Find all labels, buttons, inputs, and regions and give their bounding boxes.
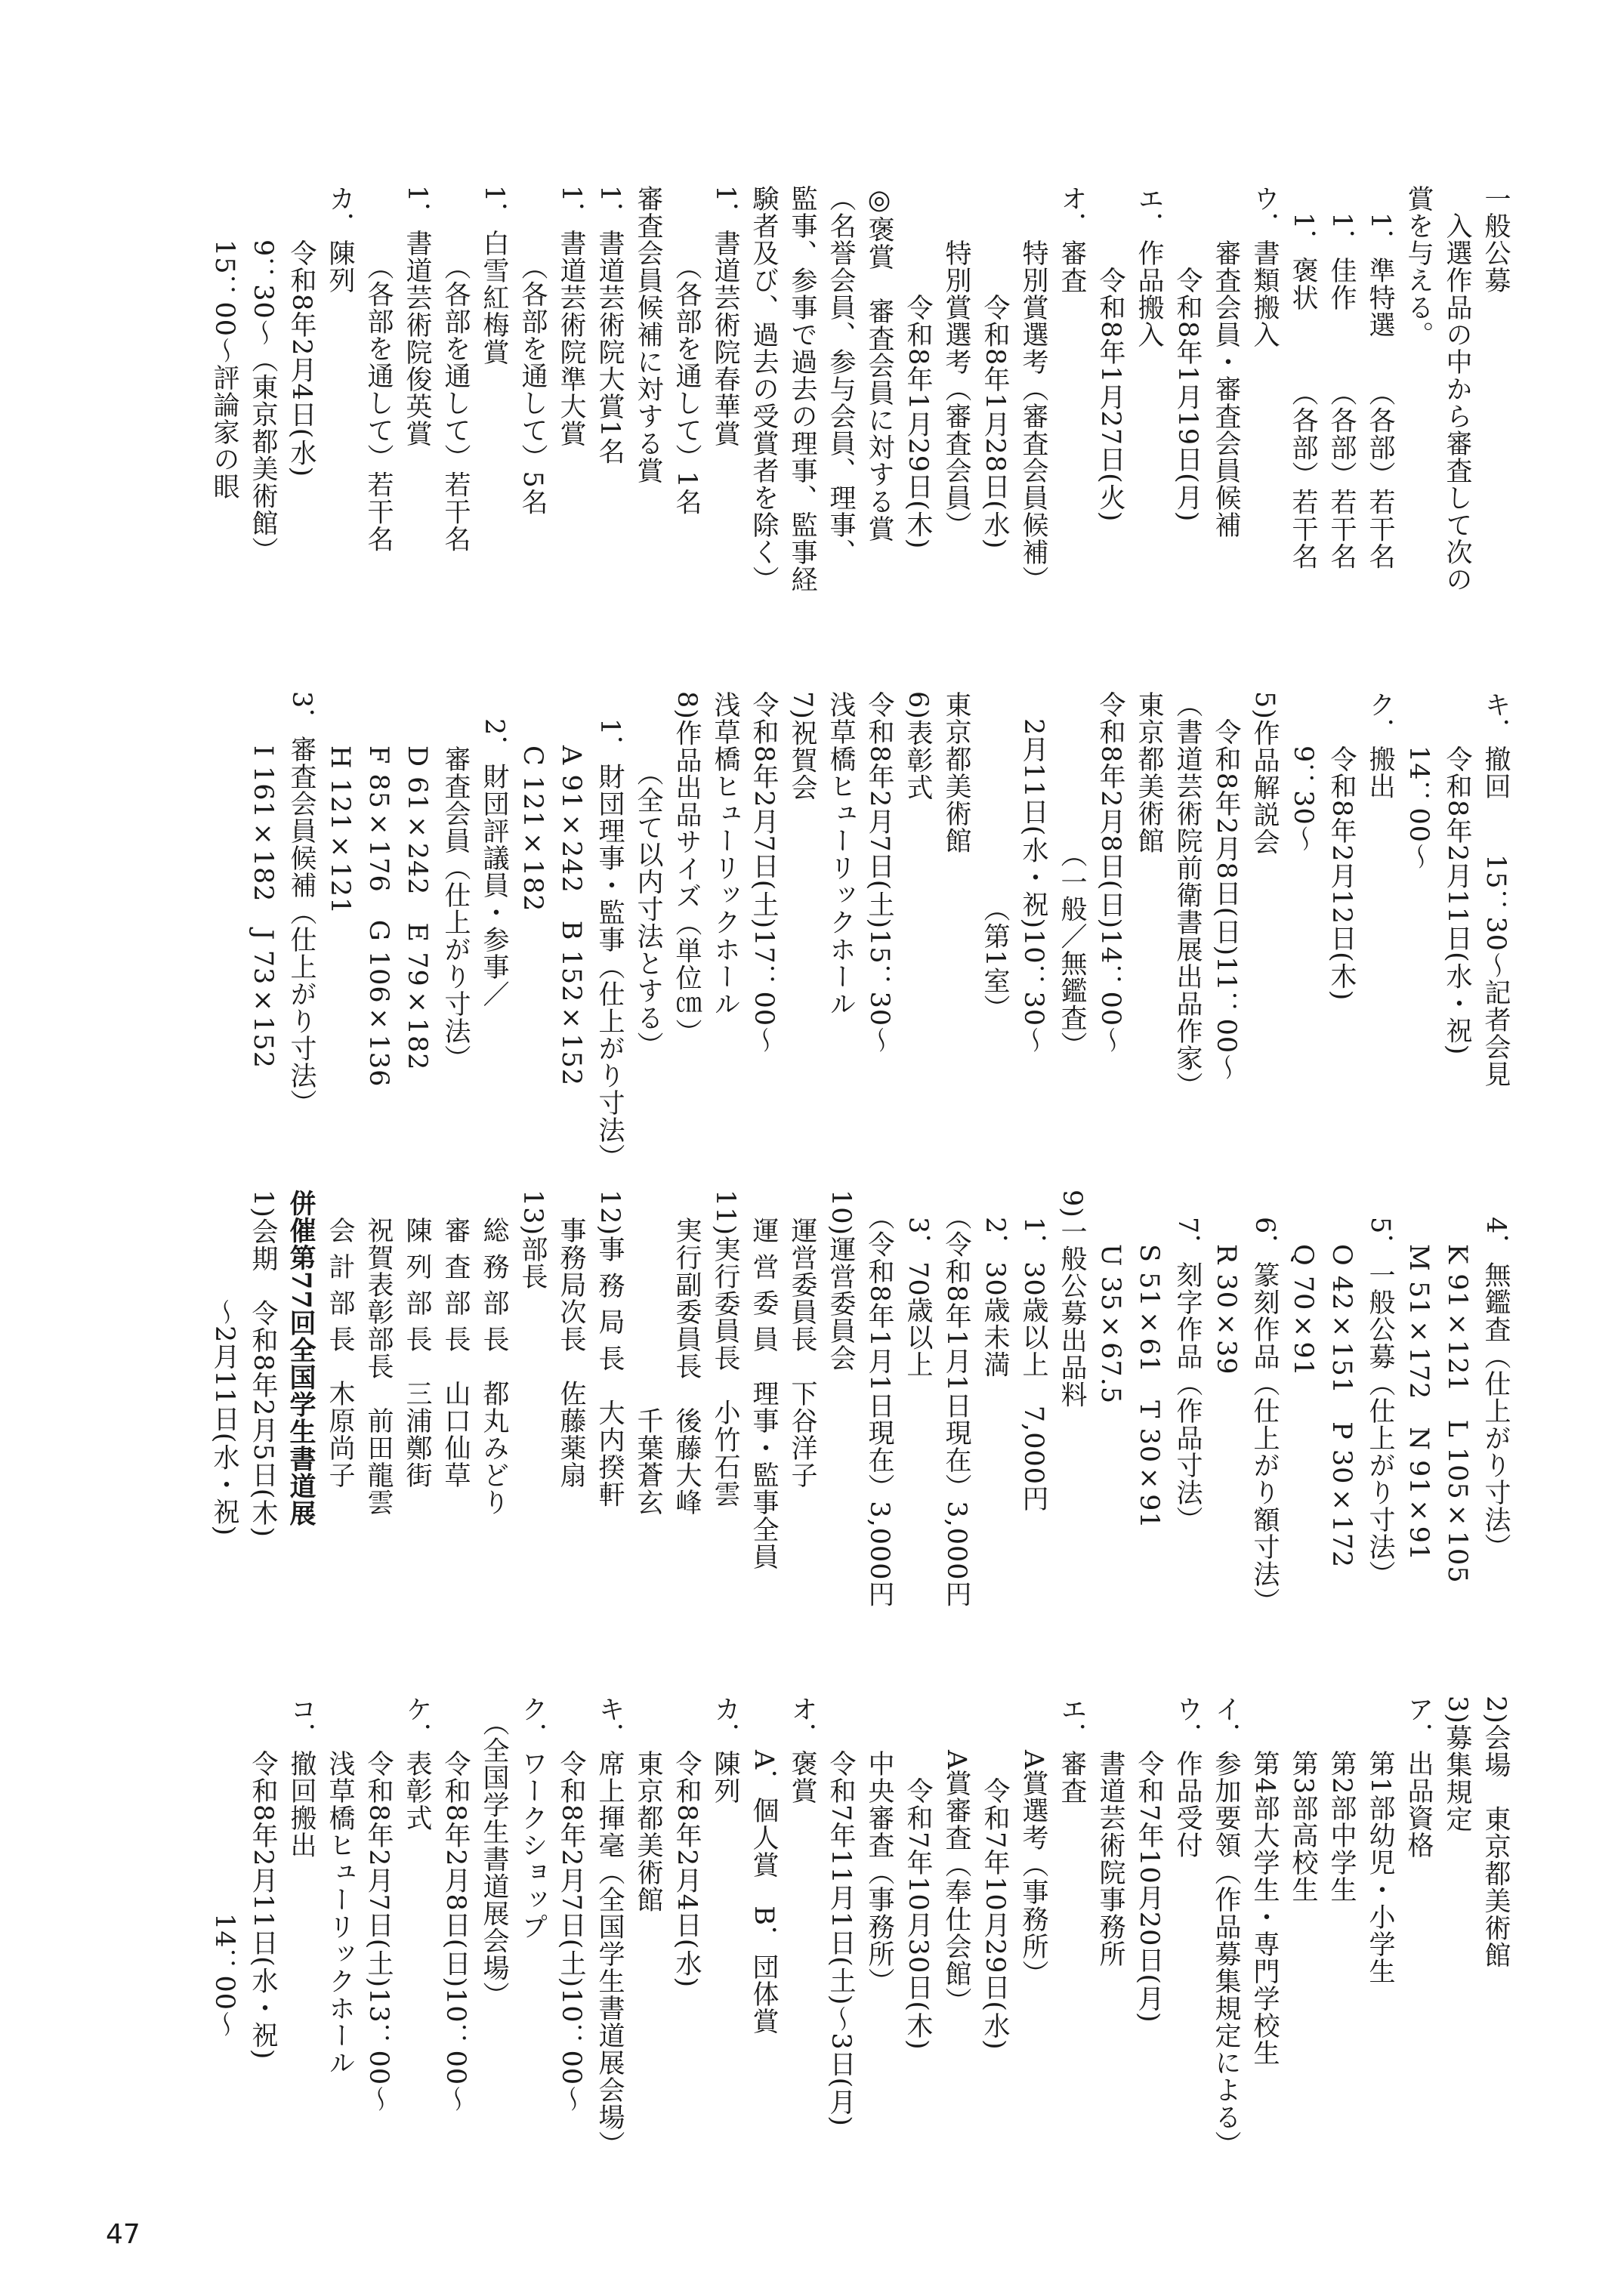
line: カ．陳列 — [710, 1696, 740, 1804]
line: （令和8年1月1日現在）3,000円 — [941, 1190, 971, 1608]
text-block-3 — [205, 1190, 1514, 1680]
line: 2)会場 東京都美術館 — [1480, 1696, 1511, 1969]
line: （書道芸術院前衛書展出品作家） — [1172, 691, 1203, 1099]
line: 9：30〜（東京都美術館） — [248, 185, 278, 564]
line: （各部を通して）若干名 — [440, 185, 471, 553]
line: ウ．作品受付 — [1172, 1696, 1203, 1859]
line: （一般／無鑑査） — [1057, 691, 1087, 1059]
line: 5．一般公募（仕上がり寸法） — [1365, 1190, 1395, 1588]
line: ク．搬出 — [1365, 691, 1395, 800]
line: 1．佳作 （各部）若干名 — [1326, 185, 1357, 570]
line: コ．撤回搬出 — [286, 1696, 316, 1859]
line: 入選作品の中から審査して次の — [1442, 185, 1472, 593]
line: A賞選考（事務所） — [1018, 1696, 1048, 1988]
line: （各部を通して）5名 — [517, 185, 548, 516]
line: 令和8年2月8日(日)10：00〜 — [440, 1696, 471, 2113]
line: 会 計 部 長 木原尚子 — [325, 1190, 355, 1489]
line: 1．準特選 （各部）若干名 — [1365, 185, 1395, 570]
line: 8)作品出品サイズ（単位㎝） — [672, 691, 702, 1046]
line: U 35×67.5 — [1095, 1190, 1125, 1405]
line: 3．70歳以上 — [903, 1190, 933, 1378]
line: 令和8年2月11日(水・祝) — [1442, 691, 1472, 1056]
line: 1．書道芸術院俊英賞 — [402, 185, 432, 448]
line: H 121×121 — [325, 691, 355, 915]
line: 2．30歳未満 — [980, 1190, 1010, 1378]
line: 令和8年1月19日(月) — [1172, 185, 1203, 523]
line: 1．財団理事・監事（仕上がり寸法） — [594, 691, 625, 1171]
line: 令和7年10月20日(月) — [1134, 1696, 1164, 2023]
line: （第1室） — [980, 691, 1010, 1022]
line: 令和8年2月7日(土)13：00〜 — [363, 1696, 394, 2113]
line: 浅草橋ヒューリックホール — [826, 691, 856, 1017]
line: エ．審査 — [1057, 1696, 1087, 1804]
line: オ．褒賞 — [787, 1696, 817, 1804]
line: （名誉会員、参与会員、理事、 — [826, 185, 856, 566]
line: ウ．書類搬入 — [1249, 185, 1280, 348]
line: 12)事 務 局 長 大内揆軒 — [594, 1190, 625, 1508]
line: 1．30歳以上 7,000円 — [1018, 1190, 1048, 1513]
line: （全て以内寸法とする） — [633, 691, 663, 1059]
line: 東京都美術館 — [633, 1696, 663, 1913]
line: （令和8年1月1日現在）3,000円 — [864, 1190, 894, 1608]
line: 令和8年1月27日(火) — [1095, 185, 1125, 523]
line: 1．白雪紅梅賞 — [479, 185, 509, 366]
line: キ．撤回 15：30〜記者会見 — [1480, 691, 1511, 1088]
text-block-1 — [205, 185, 1514, 699]
line: F 85×176 G 106×136 — [363, 691, 394, 1088]
line: 一般公募 — [1480, 185, 1511, 294]
line: O 42×151 P 30×172 — [1326, 1190, 1357, 1569]
line: 千葉蒼玄 — [633, 1190, 663, 1516]
line: （各部を通して）若干名 — [363, 185, 394, 553]
line: 令和8年2月7日(土)15：30〜 — [864, 691, 894, 1054]
line: 事務局次長 佐藤薬扇 — [556, 1190, 586, 1489]
line: 第2部中学生 — [1326, 1696, 1357, 1904]
line: 実行副委員長 後藤大峰 — [672, 1190, 702, 1516]
line: 令和7年10月30日(木) — [903, 1696, 933, 2051]
line: ク．ワークショップ — [517, 1696, 548, 1940]
line: 3)募集規定 — [1442, 1696, 1472, 1833]
line: オ．審査 — [1057, 185, 1087, 294]
line: 10)運営委員会 — [826, 1190, 856, 1372]
line: 1．書道芸術院大賞1名 — [594, 185, 625, 465]
line: ◎褒賞 審査会員に対する賞 — [864, 185, 894, 542]
line: 〜2月11日(水・祝) — [209, 1190, 239, 1537]
line: A賞審査（奉仕会館） — [941, 1696, 971, 2015]
line: 審 査 部 長 山口仙草 — [440, 1190, 471, 1489]
text-block-4 — [205, 1696, 1514, 2187]
line: 令和8年2月4日(水) — [672, 1696, 702, 1989]
line: 14：00〜 — [209, 1696, 239, 2038]
line: 験者及び、過去の受賞者を除く） — [749, 185, 779, 593]
line: 14：00〜 — [1403, 691, 1434, 871]
line: 6)表彰式 — [903, 691, 933, 801]
line: （各部を通して）1名 — [672, 185, 702, 516]
line: 浅草橋ヒューリックホール — [710, 691, 740, 1017]
line: 監事、参事で過去の理事、監事経 — [787, 185, 817, 593]
line: 1．褒状 （各部）若干名 — [1288, 185, 1318, 570]
line: K 91×121 L 105×105 — [1442, 1190, 1472, 1584]
line: 11)実行委員長 小竹石雲 — [710, 1190, 740, 1508]
line: エ．作品搬入 — [1134, 185, 1164, 348]
line: D 61×242 E 79×182 — [402, 691, 432, 1071]
line: 特別賞選考（審査会員） — [941, 185, 971, 539]
line: 東京都美術館 — [941, 691, 971, 854]
line: A．個人賞 B．団体賞 — [749, 1696, 779, 2035]
line: 令和8年2月4日(水) — [286, 185, 316, 478]
line: 令和8年2月8日(日)11：00〜 — [1211, 691, 1241, 1082]
line: 令和7年11月1日(土)〜3日(月) — [826, 1696, 856, 2127]
line: 15：00〜評論家の眼 — [209, 185, 239, 501]
line: 令和8年2月12日(木) — [1326, 691, 1357, 1001]
line: 陳 列 部 長 三浦鄭街 — [402, 1190, 432, 1489]
line: 7)祝賀会 — [787, 691, 817, 801]
line: カ．陳列 — [325, 185, 355, 294]
line: M 51×172 N 91×91 — [1403, 1190, 1434, 1562]
section-heading: 併催第77回全国学生書道展 — [286, 1190, 316, 1527]
line: 第1部幼児・小学生 — [1365, 1696, 1395, 1986]
line: 第3部高校生 — [1288, 1696, 1318, 1904]
line: 2．財団評議員・参事／ — [479, 691, 509, 1008]
line: 運営委員長 下谷洋子 — [787, 1190, 817, 1489]
line: イ．参加要領（作品募集規定による） — [1211, 1696, 1241, 2158]
line: 令和8年2月8日(日)14：00〜 — [1095, 691, 1125, 1054]
line: 5)作品解説会 — [1249, 691, 1280, 856]
line: S 51×61 T 30×91 — [1134, 1190, 1164, 1529]
line: 令和8年1月28日(水) — [980, 185, 1010, 550]
line: 1．書道芸術院春華賞 — [710, 185, 740, 448]
line: 審査会員・審査会員候補 — [1211, 185, 1241, 539]
line: キ．席上揮毫（全国学生書道展会場） — [594, 1696, 625, 2158]
line: 審査会員（仕上がり寸法） — [440, 691, 471, 1072]
line: 中央審査（事務所） — [864, 1696, 894, 1995]
line: Q 70×91 — [1288, 1190, 1318, 1377]
line: 令和8年2月7日(土)10：00〜 — [556, 1696, 586, 2113]
page-number: 47 — [106, 2219, 140, 2250]
line: 6．篆刻作品（仕上がり額寸法） — [1249, 1190, 1280, 1616]
line: C 121×182 — [517, 691, 548, 912]
line: R 30×39 — [1211, 1190, 1241, 1375]
line: 賞を与える。 — [1403, 185, 1434, 348]
line: 令和8年2月7日(土)17：00〜 — [749, 691, 779, 1054]
line: 令和8年2月11日(水・祝) — [248, 1696, 278, 2060]
line: 令和8年1月29日(木) — [903, 185, 933, 550]
line: 令和7年10月29日(水) — [980, 1696, 1010, 2051]
line: 特別賞選考（審査会員候補） — [1018, 185, 1048, 593]
line: A 91×242 B 152×152 — [556, 691, 586, 1087]
line: 2月11日(水・祝)10：30〜 — [1018, 691, 1048, 1054]
line: 9)一般公募出品料 — [1057, 1190, 1087, 1409]
line: 第4部大学生・専門学校生 — [1249, 1696, 1280, 2067]
line: 祝賀表彰部長 前田龍雲 — [363, 1190, 394, 1516]
line: ア．出品資格 — [1403, 1696, 1434, 1859]
line: 1．書道芸術院準大賞 — [556, 185, 586, 448]
line: 9：30〜 — [1288, 691, 1318, 853]
line: ケ．表彰式 — [402, 1696, 432, 1832]
line: I 161×182 J 73×152 — [248, 691, 278, 1069]
line: 運 営 委 員 理事・監事全員 — [749, 1190, 779, 1571]
line: （全国学生書道展会場） — [479, 1696, 509, 2009]
line: 1)会期 令和8年2月5日(木) — [248, 1190, 278, 1538]
line: 東京都美術館 — [1134, 691, 1164, 854]
line: 浅草橋ヒューリックホール — [325, 1696, 355, 2076]
line: 13)部長 — [517, 1190, 548, 1291]
line: 4．無鑑査（仕上がり寸法） — [1480, 1190, 1511, 1561]
line: 3．審査会員候補（仕上がり寸法） — [286, 691, 316, 1117]
line: 総 務 部 長 都丸みどり — [479, 1190, 509, 1517]
line: 書道芸術院事務所 — [1095, 1696, 1125, 1967]
line: 7．刻字作品（作品寸法） — [1172, 1190, 1203, 1534]
line: 審査会員候補に対する賞 — [633, 185, 663, 484]
text-block-2 — [243, 691, 1514, 1174]
